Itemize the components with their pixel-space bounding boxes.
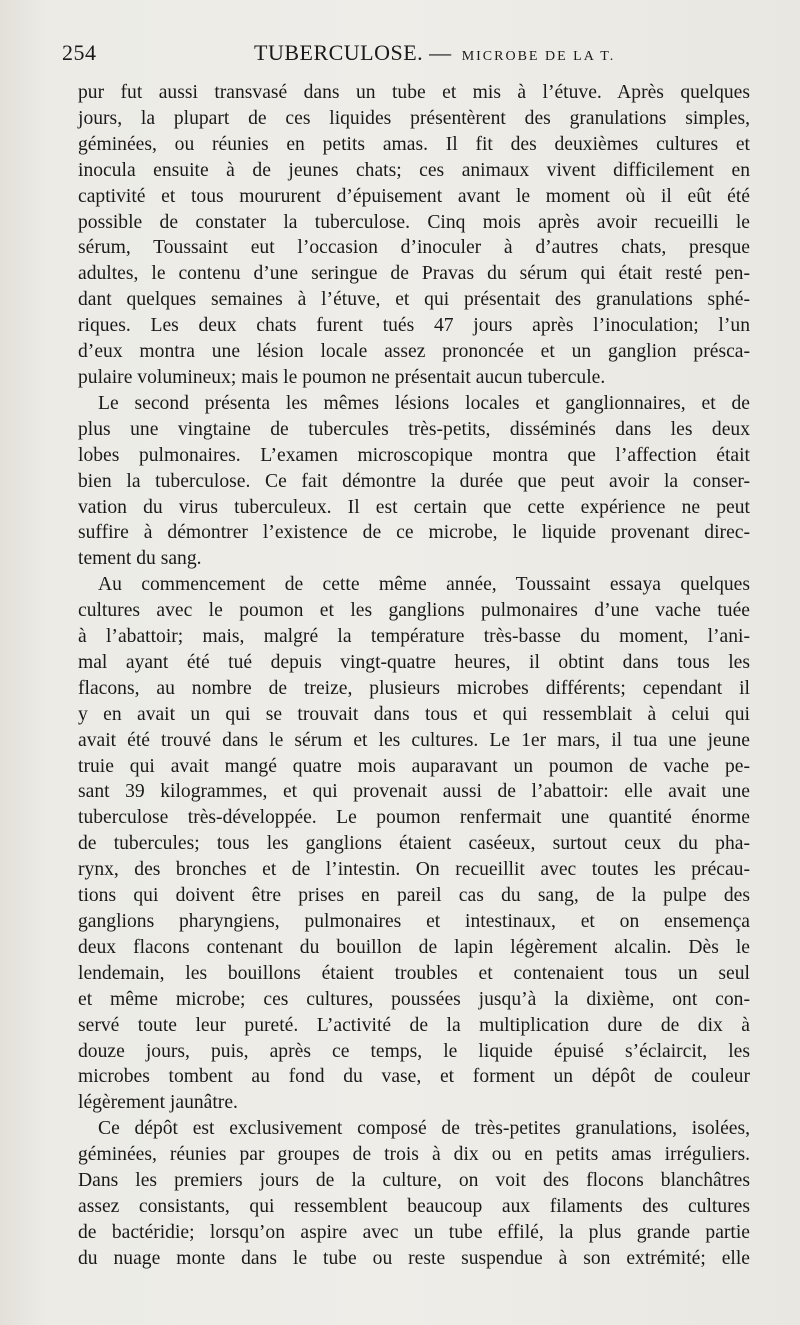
- paragraph: [78, 80, 750, 391]
- text-line: truie qui avait mangé quatre mois auparavant un poumon de vache pe-: [78, 755, 750, 777]
- text-line: bien la tuberculose. Ce fait démontre la durée que peut avoir la conser-: [78, 470, 750, 492]
- text-line: légèrement jaunâtre.: [78, 1092, 238, 1114]
- text-line: rynx, des bronches et de l’intestin. On recueillit avec toutes les précau-: [78, 859, 750, 881]
- paragraph: [78, 1116, 750, 1271]
- text-line: deux flacons contenant du bouillon de lapin légèrement alcalin. Dès le: [78, 936, 750, 958]
- text-line: lendemain, les bouillons étaient troubles et contenaient tous un seul: [78, 962, 750, 984]
- page-number: 254: [62, 40, 97, 65]
- text-line: à l’abattoir; mais, malgré la température très-basse du moment, l’ani-: [78, 626, 750, 648]
- text-line: y en avait un qui se trouvait dans tous et qui ressemblait à celui qui: [78, 703, 750, 725]
- text-line: et même microbe; ces cultures, poussées jusqu’à la dixième, ont con-: [78, 988, 750, 1010]
- text-line: tions qui doivent être prises en pareil cas du sang, de la pulpe des: [78, 885, 750, 907]
- text-line: riques. Les deux chats furent tués 47 jours après l’inoculation; l’un: [78, 315, 750, 337]
- text-line: Le second présenta les mêmes lésions locales et ganglionnaires, et de: [98, 392, 750, 414]
- running-title-main: TUBERCULOSE. —: [254, 40, 452, 65]
- running-title-sub: MICROBE DE LA T.: [461, 49, 616, 64]
- text-line: sérum, Toussaint eut l’occasion d’inoculer à d’autres chats, presque: [78, 237, 750, 259]
- text-line: Au commencement de cette même année, Toussaint essaya quelques: [98, 574, 750, 596]
- text-line: tuberculose très-développée. Le poumon renfermait une quantité énorme: [78, 807, 750, 829]
- text-line: possible de constater la tuberculose. Cinq mois après avoir recueilli le: [78, 211, 750, 233]
- text-line: lobes pulmonaires. L’examen microscopique montra que l’affection était: [78, 444, 750, 466]
- text-line: de tubercules; tous les ganglions étaient caséeux, surtout ceux du pha-: [78, 833, 750, 855]
- text-line: dant quelques semaines à l’étuve, et qui présentait des granulations sphé-: [78, 289, 750, 311]
- running-header: [62, 40, 752, 74]
- text-line: de bactéridie; lorsqu’on aspire avec un tube effilé, la plus grande partie: [78, 1221, 750, 1243]
- text-line: flacons, au nombre de treize, plusieurs microbes différents; cependant il: [78, 677, 750, 699]
- text-line: assez consistants, qui ressemblent beaucoup aux filaments des cultures: [78, 1195, 750, 1217]
- paragraph: [78, 391, 750, 572]
- text-line: vation du virus tuberculeux. Il est certain que cette expérience ne peut: [78, 496, 750, 518]
- text-line: pur fut aussi transvasé dans un tube et mis à l’étuve. Après quelques: [78, 82, 750, 103]
- text-line: douze jours, puis, après ce temps, le liquide épuisé s’éclaircit, les: [78, 1040, 750, 1062]
- text-line: ganglions pharyngiens, pulmonaires et intestinaux, et on ensemença: [78, 911, 750, 932]
- body-text: [78, 80, 750, 1272]
- text-line: géminées, ou réunies en petits amas. Il fit des deuxièmes cultures et: [78, 133, 750, 155]
- running-title: [182, 40, 752, 66]
- text-line: avait été trouvé dans le sérum et les cultures. Le 1er mars, il tua une jeune: [78, 729, 750, 751]
- text-line: microbes tombent au fond du vase, et forment un dépôt de couleur: [78, 1066, 750, 1088]
- text-line: du nuage monte dans le tube ou reste suspendue à son extrémité; elle: [78, 1247, 750, 1269]
- text-line: mal ayant été tué depuis vingt-quatre heures, il obtint dans tous les: [78, 651, 750, 673]
- text-line: plus une vingtaine de tubercules très-petits, disséminés dans les deux: [78, 418, 750, 440]
- text-line: suffire à démontrer l’existence de ce microbe, le liquide provenant direc-: [78, 522, 750, 544]
- text-line: inocula ensuite à de jeunes chats; ces animaux vivent difficilement en: [78, 159, 750, 181]
- text-line: cultures avec le poumon et les ganglions pulmonaires d’une vache tuée: [78, 600, 750, 622]
- text-line: adultes, le contenu d’une seringue de Pravas du sérum qui était resté pen-: [78, 263, 750, 285]
- text-line: Ce dépôt est exclusivement composé de très-petites granulations, isolées,: [98, 1118, 750, 1140]
- text-line: d’eux montra une lésion locale assez prononcée et un ganglion présca-: [78, 341, 750, 363]
- text-line: jours, la plupart de ces liquides présentèrent des granulations simples,: [78, 107, 750, 129]
- paragraph: [78, 572, 750, 1116]
- text-line: captivité et tous moururent d’épuisement avant le moment où il eût été: [78, 185, 750, 207]
- text-line: pulaire volumineux; mais le poumon ne présentait aucun tubercule.: [78, 366, 606, 388]
- text-line: géminées, réunies par groupes de trois à dix ou en petits amas irréguliers.: [78, 1144, 750, 1166]
- text-line: tement du sang.: [78, 548, 202, 570]
- text-line: Dans les premiers jours de la culture, on voit des flocons blanchâtres: [78, 1170, 750, 1192]
- text-line: servé toute leur pureté. L’activité de la multiplication dure de dix à: [78, 1014, 750, 1036]
- text-line: sant 39 kilogrammes, et qui provenait aussi de l’abattoir: elle avait une: [78, 781, 750, 803]
